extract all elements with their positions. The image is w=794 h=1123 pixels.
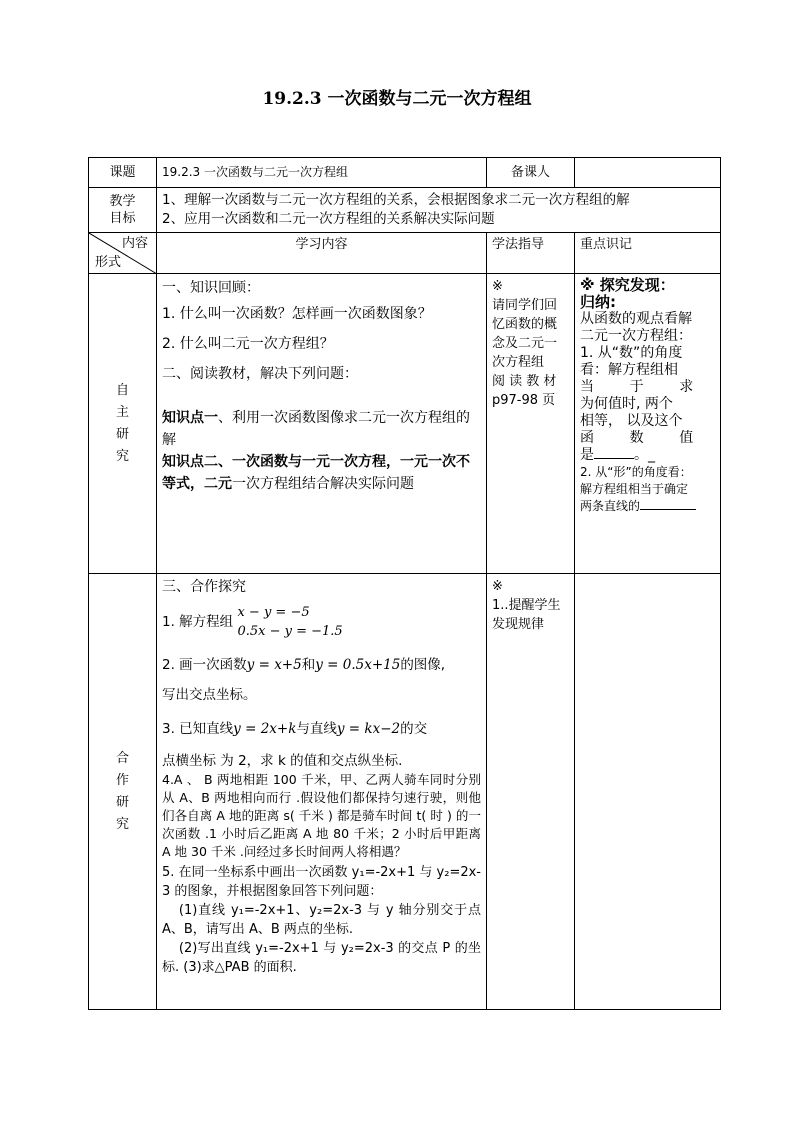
col-key-header: 重点识记 <box>575 233 721 274</box>
coop-row <box>89 574 721 1010</box>
preparer-value <box>575 158 721 188</box>
key-line: 为何值时, 两个 <box>580 396 673 412</box>
p3-tail: 的交 <box>400 721 428 737</box>
section-coop: 三、合作探究 <box>162 579 246 595</box>
question-1: 1. 什么叫一次函数？怎样画一次函数图象？ <box>162 306 432 322</box>
coop-char-2: 作 <box>115 772 129 788</box>
diag-bottom-label: 形式 <box>95 255 122 270</box>
goal-1: 1、理解一次函数与二元一次方程组的关系，会根据图象求二元一次方程组的解 <box>162 192 630 208</box>
col-method-header: 学法指导 <box>487 233 575 274</box>
kp2-text: 一次方程组结合解决实际问题 <box>232 476 414 492</box>
key-line: 函 数 值 <box>580 430 694 446</box>
page-title: 19.2.3 一次函数与二元一次方程组 <box>262 89 532 109</box>
fill-blank <box>594 458 634 459</box>
topic-value: 19.2.3 一次函数与二元一次方程组 <box>157 158 487 188</box>
header-row <box>89 233 721 274</box>
key-line <box>580 498 715 515</box>
key-line: 1. 从“数”的角度 <box>580 345 683 361</box>
goals-row <box>89 188 721 233</box>
p3-text: 3. 已知直线 <box>162 721 234 737</box>
problem-5-part-1: (1)直线 y₁=-2x+1、y₂=2x-3 与 y 轴分别交于点 A、B，请写出 A、B 两点的坐标. <box>162 903 481 937</box>
equation-system <box>237 603 342 641</box>
kp1-head: 知识点一 <box>162 410 218 426</box>
coop-char-4: 究 <box>115 816 129 832</box>
self-study-content <box>157 274 487 574</box>
p2-tail: 的图像, <box>400 657 446 673</box>
col-content-header: 学习内容 <box>157 233 487 274</box>
question-2: 2. 什么叫二元一次方程组？ <box>162 336 334 352</box>
self-study-method <box>487 274 575 574</box>
key-l9b: 。_ <box>634 447 655 463</box>
problem-5: 5. 在同一坐标系中画出一次函数 y₁=-2x+1 与 y₂=2x-3 的图象，并根据图象回答下列问题： <box>162 865 482 899</box>
fill-blank <box>640 509 696 510</box>
topic-row <box>89 158 721 188</box>
self-study-key <box>575 274 721 574</box>
coop-char-1: 合 <box>115 750 129 766</box>
coop-key <box>575 574 721 1010</box>
p2-and: 和 <box>301 657 316 673</box>
goals-label-line2: 目标 <box>109 211 136 226</box>
problem-4: 4.A 、 B 两地相距 100 千米，甲、乙两人骑车同时分别从 A、B 两地相向而行 .假设他们都保持匀速行驶，则他们各自离 A 地的距离 s( 千米 ) 都是骑车时间 t( 时 ) 的一次函数 .1 小时后乙距离 A 地 80 千米；2 小时后甲距离 A 地 30 千米 .问经过多长时间两人将相遇？ <box>162 772 481 859</box>
key-line: 当 于 求 <box>580 379 694 395</box>
self-study-char-1: 自 <box>115 382 129 398</box>
method-line: 念及二元一 <box>492 336 558 351</box>
problem-3 <box>162 719 481 739</box>
key-line: 二元一次方程组： <box>580 328 692 344</box>
problem-1 <box>162 603 481 641</box>
p3-line2: 点横坐标 为 2，求 k 的值和交点纵坐标. <box>162 753 403 769</box>
knowledge-point-2 <box>162 451 481 495</box>
p1-lead: 1. 解方程组 <box>162 614 234 630</box>
method-line: p97-98 页 <box>492 393 556 408</box>
self-study-label <box>89 274 157 574</box>
key-heading: ※ 探究发现： <box>580 276 675 294</box>
method-mark: ※ <box>492 579 503 594</box>
key-line: 2. 从“形”的角度看： <box>580 465 692 479</box>
self-study-row <box>89 274 721 574</box>
method-line: 1..提醒学生 <box>492 598 561 613</box>
section-review: 一、知识回顾： <box>162 280 260 296</box>
key-line: 从函数的观点看解 <box>580 311 692 327</box>
line-2: y = kx−2 <box>336 721 401 737</box>
coop-char-3: 研 <box>115 794 129 810</box>
method-line: 请同学们回 <box>492 298 558 313</box>
key-line: 看：解方程组相 <box>580 362 678 378</box>
method-mark: ※ <box>492 279 503 294</box>
kp1-text: 、利用一次函数图像求二元一次方程组的解 <box>162 410 470 448</box>
problem-2 <box>162 655 481 675</box>
function-1: y = x+5 <box>246 657 302 673</box>
key-summary: 归纳: <box>580 293 616 311</box>
coop-label <box>89 574 157 1010</box>
method-line: 忆函数的概 <box>492 317 558 332</box>
method-line: 阅 读 教 材 <box>492 374 557 389</box>
self-study-char-2: 主 <box>115 404 129 420</box>
key-l9a: 是 <box>580 447 594 463</box>
diagonal-header-cell <box>89 233 157 274</box>
equation-1: x − y = −5 <box>237 605 310 620</box>
goal-2: 2、应用一次函数和二元一次方程组的关系解决实际问题 <box>162 211 495 227</box>
section-reading: 二、阅读教材，解决下列问题： <box>162 366 358 382</box>
p3-mid: 与直线 <box>296 721 337 737</box>
self-study-char-3: 研 <box>115 426 129 442</box>
method-line: 次方程组 <box>492 355 545 370</box>
topic-label: 课题 <box>89 158 157 188</box>
kp2-head: 知识点二、一次函数与一元一次方程，一元一次不等式，二元 <box>162 454 470 492</box>
p2-text: 2. 画一次函数 <box>162 657 247 673</box>
self-study-char-4: 究 <box>115 448 129 464</box>
p2-line2: 写出交点坐标。 <box>162 687 257 703</box>
coop-content <box>157 574 487 1010</box>
diag-top-label: 内容 <box>121 236 148 251</box>
key-line: 相等， 以及这个 <box>580 413 683 429</box>
lesson-plan-table <box>88 157 721 1010</box>
key-l12: 两条直线的 <box>580 499 641 513</box>
preparer-label: 备课人 <box>487 158 575 188</box>
method-line: 发现规律 <box>492 617 545 632</box>
goals-label-line1: 教学 <box>109 194 136 209</box>
key-line <box>580 447 715 464</box>
problem-5-part-2: (2)写出直线 y₁=-2x+1 与 y₂=2x-3 的交点 P 的坐标. (3)求△PAB 的面积. <box>162 941 481 975</box>
knowledge-point-1 <box>162 407 481 451</box>
equation-2: 0.5x − y = −1.5 <box>237 624 343 639</box>
line-1: y = 2x+k <box>233 721 297 737</box>
goals-content <box>157 188 721 233</box>
function-2: y = 0.5x+15 <box>315 657 401 673</box>
goals-label <box>89 188 157 233</box>
coop-method <box>487 574 575 1010</box>
key-line: 解方程组相当于确定 <box>580 482 689 496</box>
